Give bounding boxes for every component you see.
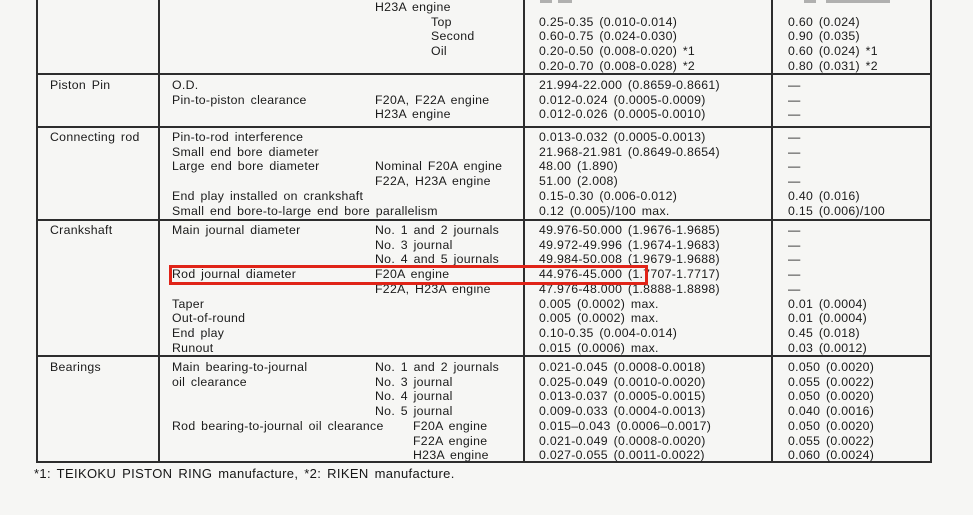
- standard-value-cell: 0.013-0.032 (0.0005-0.0013): [539, 130, 706, 144]
- standard-value-cell: 44.976-45.000 (1.7707-1.7717): [539, 267, 720, 282]
- standard-value-cell: 0.009-0.033 (0.0004-0.0013): [539, 404, 706, 419]
- variant-cell: H23A engine: [413, 448, 489, 463]
- service-limit-cell: —: [788, 92, 801, 107]
- variant-cell: H23A engine: [375, 107, 451, 122]
- table-row: [36, 311, 932, 326]
- table-row: [36, 326, 932, 341]
- standard-value-cell: 0.25-0.35 (0.010-0.014): [539, 14, 678, 29]
- service-limit-cell: 0.040 (0.0016): [788, 404, 875, 419]
- standard-value-cell: 0.012-0.026 (0.0005-0.0010): [539, 107, 706, 122]
- service-limit-cell: 0.01 (0.0004): [788, 311, 868, 326]
- measurement-cell: End play: [172, 325, 225, 340]
- standard-value-cell: 0.005 (0.0002) max.: [539, 296, 659, 311]
- table-row: [36, 29, 932, 44]
- service-limit-cell: 0.060 (0.0024): [788, 448, 875, 463]
- service-limit-cell: —: [788, 130, 801, 144]
- standard-value-cell: 0.021-0.049 (0.0008-0.0020): [539, 433, 706, 448]
- table-row: [36, 107, 932, 122]
- table-row: [36, 78, 932, 93]
- measurement-cell: Pin-to-rod interference: [172, 130, 304, 144]
- table-row: [36, 404, 932, 419]
- service-limit-cell: 0.050 (0.0020): [788, 360, 875, 374]
- table-row: [36, 93, 932, 108]
- measurement-cell: Runout: [172, 340, 214, 355]
- standard-value-cell: 0.60-0.75 (0.024-0.030): [539, 29, 678, 44]
- table-row: [36, 0, 932, 15]
- service-limit-cell: —: [788, 281, 801, 296]
- variant-cell: Second: [431, 29, 475, 44]
- table-row: [36, 282, 932, 297]
- service-limit-cell: 0.050 (0.0020): [788, 418, 875, 433]
- service-limit-cell: —: [788, 223, 801, 237]
- variant-cell: F20A engine: [413, 418, 488, 433]
- measurement-cell: Large end bore diameter: [172, 159, 320, 174]
- service-limit-cell: 0.055 (0.0022): [788, 433, 875, 448]
- table-row: [36, 434, 932, 449]
- table-row: [36, 145, 932, 160]
- table-rule-crankshaft: [36, 219, 932, 221]
- table-row: [36, 238, 932, 253]
- standard-value-cell: 0.027-0.055 (0.0011-0.0022): [539, 448, 705, 463]
- variant-cell: F22A engine: [413, 433, 488, 448]
- table-row: [36, 252, 932, 267]
- service-limit-cell: —: [788, 144, 801, 159]
- measurement-cell: Taper: [172, 296, 205, 311]
- service-limit-cell: 0.60 (0.024) *1: [788, 44, 878, 59]
- variant-cell: No. 4 journal: [375, 389, 453, 404]
- variant-cell: No. 3 journal: [375, 374, 453, 389]
- standard-value-cell: 49.984-50.008 (1.9679-1.9688): [539, 252, 720, 267]
- standard-value-cell: 0.20-0.50 (0.008-0.020) *1: [539, 44, 696, 59]
- table-row: [36, 267, 932, 282]
- measurement-cell: End play installed on crankshaft: [172, 188, 364, 203]
- spec-table: [36, 0, 932, 463]
- variant-cell: No. 3 journal: [375, 237, 453, 252]
- standard-value-cell: 0.12 (0.005)/100 max.: [539, 203, 670, 218]
- measurement-cell: oil clearance: [172, 374, 247, 389]
- service-limit-cell: 0.45 (0.018): [788, 325, 860, 340]
- standard-value-cell: 21.994-22.000 (0.8659-0.8661): [539, 78, 720, 92]
- table-row: [36, 189, 932, 204]
- standard-value-cell: 48.00 (1.890): [539, 159, 619, 174]
- variant-cell: F22A, H23A engine: [375, 174, 491, 189]
- standard-value-cell: 0.025-0.049 (0.0010-0.0020): [539, 374, 706, 389]
- standard-value-cell: 49.976-50.000 (1.9676-1.9685): [539, 223, 720, 237]
- standard-value-cell: 0.15-0.30 (0.006-0.012): [539, 188, 678, 203]
- item-cell: Crankshaft: [50, 223, 113, 237]
- standard-value-cell: 51.00 (2.008): [539, 174, 619, 189]
- table-row: [36, 44, 932, 59]
- service-limit-cell: —: [788, 78, 801, 92]
- standard-value-cell: 0.021-0.045 (0.0008-0.0018): [539, 360, 706, 374]
- service-limit-cell: 0.055 (0.0022): [788, 374, 875, 389]
- service-limit-cell: 0.60 (0.024): [788, 14, 860, 29]
- standard-value-cell: 0.015–0.043 (0.0006–0.0017): [539, 418, 712, 433]
- standard-value-cell: 0.015 (0.0006) max.: [539, 340, 659, 355]
- service-limit-cell: —: [788, 159, 801, 174]
- table-row: [36, 159, 932, 174]
- measurement-cell: Rod bearing-to-journal oil clearance: [172, 418, 384, 433]
- table-row: [36, 448, 932, 463]
- item-cell: Bearings: [50, 360, 101, 374]
- measurement-cell: Rod journal diameter: [172, 267, 297, 282]
- standard-value-cell: 0.20-0.70 (0.008-0.028) *2: [539, 58, 696, 73]
- measurement-cell: Small end bore diameter: [172, 144, 319, 159]
- measurement-cell: Main bearing-to-journal: [172, 360, 308, 374]
- measurement-cell: Main journal diameter: [172, 223, 301, 237]
- table-row: [36, 389, 932, 404]
- variant-cell: F20A, F22A engine: [375, 92, 490, 107]
- service-limit-cell: —: [788, 107, 801, 122]
- measurement-cell: O.D.: [172, 78, 199, 92]
- measurement-cell: Out-of-round: [172, 311, 246, 326]
- standard-value-cell: 49.972-49.996 (1.9674-1.9683): [539, 237, 720, 252]
- standard-value-cell: 0.005 (0.0002) max.: [539, 311, 659, 326]
- variant-cell: Top: [431, 14, 452, 29]
- service-limit-cell: 0.40 (0.016): [788, 188, 860, 203]
- measurement-cell: Pin-to-piston clearance: [172, 92, 307, 107]
- service-limit-cell: 0.03 (0.0012): [788, 340, 868, 355]
- variant-cell: No. 1 and 2 journals: [375, 360, 500, 374]
- service-limit-cell: —: [788, 252, 801, 267]
- service-limit-cell: 0.15 (0.006)/100: [788, 203, 886, 218]
- standard-value-cell: 0.10-0.35 (0.004-0.014): [539, 325, 678, 340]
- standard-value-cell: 47.976-48.000 (1.8888-1.8898): [539, 281, 720, 296]
- service-limit-cell: 0.90 (0.035): [788, 29, 860, 44]
- variant-cell: No. 1 and 2 journals: [375, 223, 500, 237]
- table-row: [36, 223, 932, 238]
- service-limit-cell: 0.80 (0.031) *2: [788, 58, 878, 73]
- standard-value-cell: 21.968-21.981 (0.8649-0.8654): [539, 144, 720, 159]
- variant-cell: H23A engine: [375, 0, 451, 14]
- measurement-cell: Small end bore-to-large end bore parallelism: [172, 203, 438, 218]
- table-row: [36, 130, 932, 145]
- variant-cell: F22A, H23A engine: [375, 281, 491, 296]
- table-row: [36, 204, 932, 219]
- table-row: [36, 59, 932, 74]
- variant-cell: Oil: [431, 44, 447, 59]
- service-limit-cell: —: [788, 267, 801, 282]
- standard-value-cell: 0.012-0.024 (0.0005-0.0009): [539, 92, 706, 107]
- item-cell: Piston Pin: [50, 78, 111, 92]
- table-row: [36, 15, 932, 30]
- table-rule-connecting-rod: [36, 126, 932, 128]
- footnote: *1: TEIKOKU PISTON RING manufacture, *2: RIKEN manufacture.: [34, 466, 455, 481]
- variant-cell: No. 4 and 5 journals: [375, 252, 500, 267]
- variant-cell: F20A engine: [375, 267, 450, 282]
- service-limit-cell: —: [788, 174, 801, 189]
- table-row: [36, 174, 932, 189]
- item-cell: Connecting rod: [50, 130, 140, 144]
- table-row: [36, 360, 932, 375]
- service-limit-cell: 0.01 (0.0004): [788, 296, 868, 311]
- table-row: [36, 341, 932, 356]
- table-row: [36, 419, 932, 434]
- standard-value-cell: 0.013-0.037 (0.0005-0.0015): [539, 389, 706, 404]
- service-limit-cell: 0.050 (0.0020): [788, 389, 875, 404]
- variant-cell: No. 5 journal: [375, 404, 453, 419]
- service-limit-cell: —: [788, 237, 801, 252]
- variant-cell: Nominal F20A engine: [375, 159, 503, 174]
- table-row: [36, 375, 932, 390]
- table-row: [36, 297, 932, 312]
